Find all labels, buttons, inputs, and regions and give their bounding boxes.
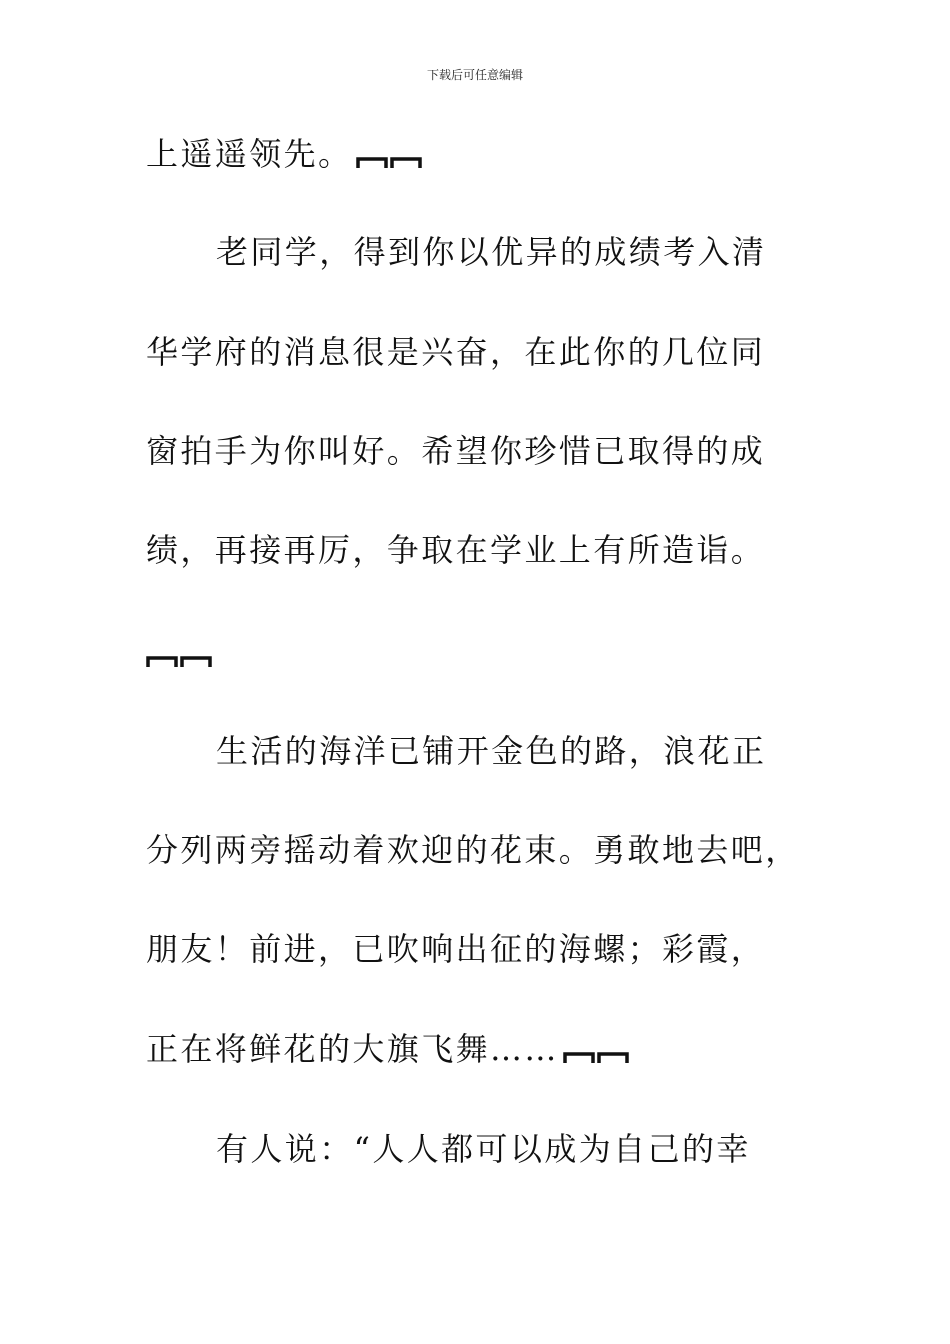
- text-line-1: [146, 134, 422, 174]
- text-line-4: [146, 431, 765, 471]
- text-line-9-content: 正在将鲜花的大旗飞舞……: [146, 1030, 559, 1068]
- text-line-1-content: 上遥遥领先。: [146, 135, 353, 173]
- placeholder-mark-icon: [356, 151, 422, 165]
- text-line-7: [146, 830, 800, 870]
- text-line-7-content: 分列两旁摇动着欢迎的花束。勇敢地去吧，: [146, 831, 800, 869]
- text-line-3: [146, 332, 765, 372]
- text-line-8: [146, 929, 765, 969]
- text-line-4-content: 窗拍手为你叫好。希望你珍惜已取得的成: [146, 432, 766, 470]
- text-line-6: [216, 731, 766, 771]
- page-header: 下载后可任意编辑: [426, 68, 523, 82]
- text-line-10: [216, 1129, 751, 1169]
- text-line-2: [216, 232, 766, 272]
- text-line-2-content: 老同学，得到你以优异的成绩考入清: [216, 233, 767, 271]
- text-line-8-content: 朋友！前进，已吹响出征的海螺；彩霞，: [146, 930, 766, 968]
- text-line-6-content: 生活的海洋已铺开金色的路，浪花正: [216, 732, 767, 770]
- placeholder-mark-icon: [563, 1046, 629, 1060]
- text-line-10-content: 有人说：“人人都可以成为自己的幸: [216, 1130, 751, 1168]
- text-line-5-content: 绩，再接再厉，争取在学业上有所造诣。: [146, 531, 766, 569]
- text-line-3-content: 华学府的消息很是兴奋，在此你的几位同: [146, 333, 766, 371]
- text-line-9: [146, 1029, 629, 1069]
- placeholder-mark-icon: [146, 654, 212, 668]
- text-line-5: [146, 530, 765, 570]
